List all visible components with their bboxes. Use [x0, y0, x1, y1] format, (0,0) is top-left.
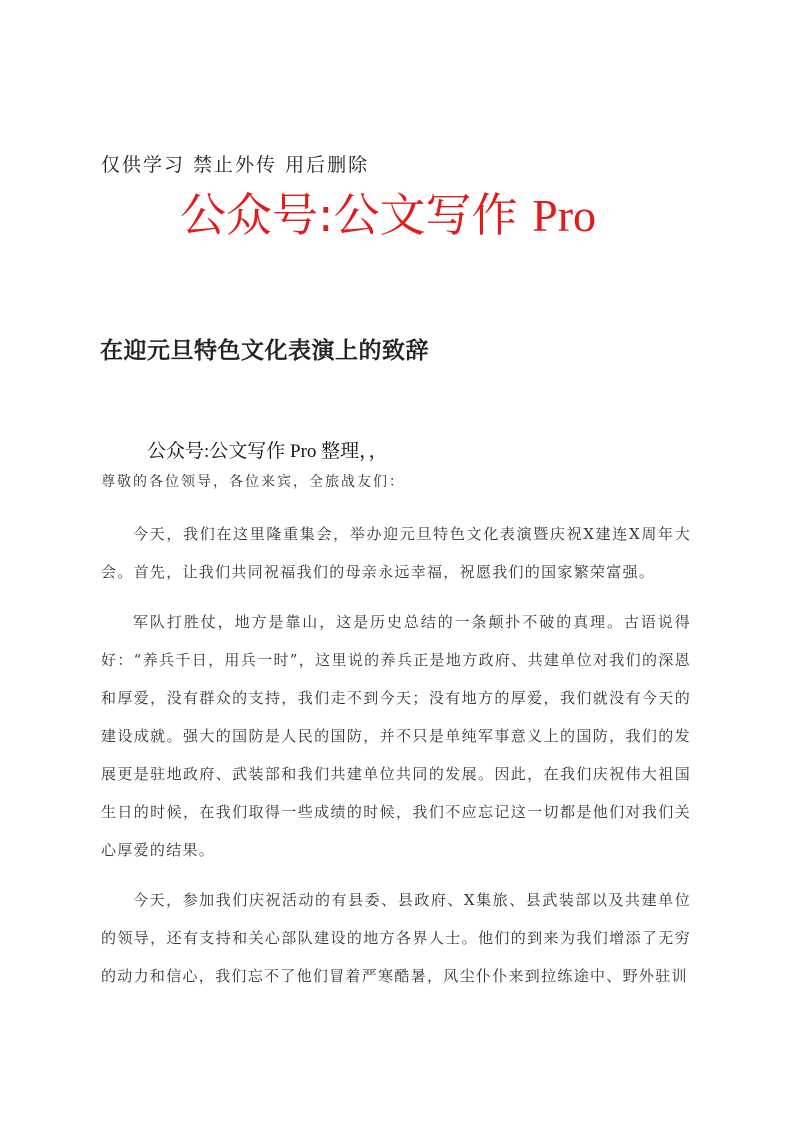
brand-banner: [180, 188, 596, 243]
editor-note: 公众号:公文写作 Pro 整理，，: [147, 441, 388, 462]
brand-name: 公众号:公文写作: [180, 188, 533, 242]
body-paragraph: 今天，我们在这里隆重集会，举办迎元旦特色文化表演暨庆祝X建连X周年大会。首先，让我们共同祝福我们的母亲永远幸福，祝愿我们的国家繁荣富强。: [101, 525, 691, 581]
document-title: 在迎元旦特色文化表演上的致辞: [100, 338, 429, 364]
salutation: 尊敬的各位领导，各位来宾，全旅战友们：: [101, 474, 405, 490]
distribution-notice: 仅供学习 禁止外传 用后删除: [101, 154, 370, 176]
brand-suffix: Pro: [532, 190, 597, 241]
body-paragraph: 今天，参加我们庆祝活动的有县委、县政府、X集旅、县武装部以及共建单位的领导，还有支持和关心部队建设的地方各界人士。他们的到来为我们增添了无穷的动力和信心，我们忘不了他们冒着严寒酷暑，风尘仆仆来到拉练途中、野外驻训: [101, 891, 691, 985]
body-paragraph: 军队打胜仗，地方是靠山，这是历史总结的一条颠扑不破的真理。古语说得好：“养兵千日，用兵一时”，这里说的养兵正是地方政府、共建单位对我们的深恩和厚爱，没有群众的支持，我们走不到今天；没有地方的厚爱，我们就没有今天的建设成就。强大的国防是人民的国防，并不只是单纯军事意义上的国防，我们的发展更是驻地政府、武装部和我们共建单位共同的发展。因此，在我们庆祝伟大祖国生日的时候，在我们取得一些成绩的时候，我们不应忘记这一切都是他们对我们关心厚爱的结果。: [101, 613, 691, 859]
